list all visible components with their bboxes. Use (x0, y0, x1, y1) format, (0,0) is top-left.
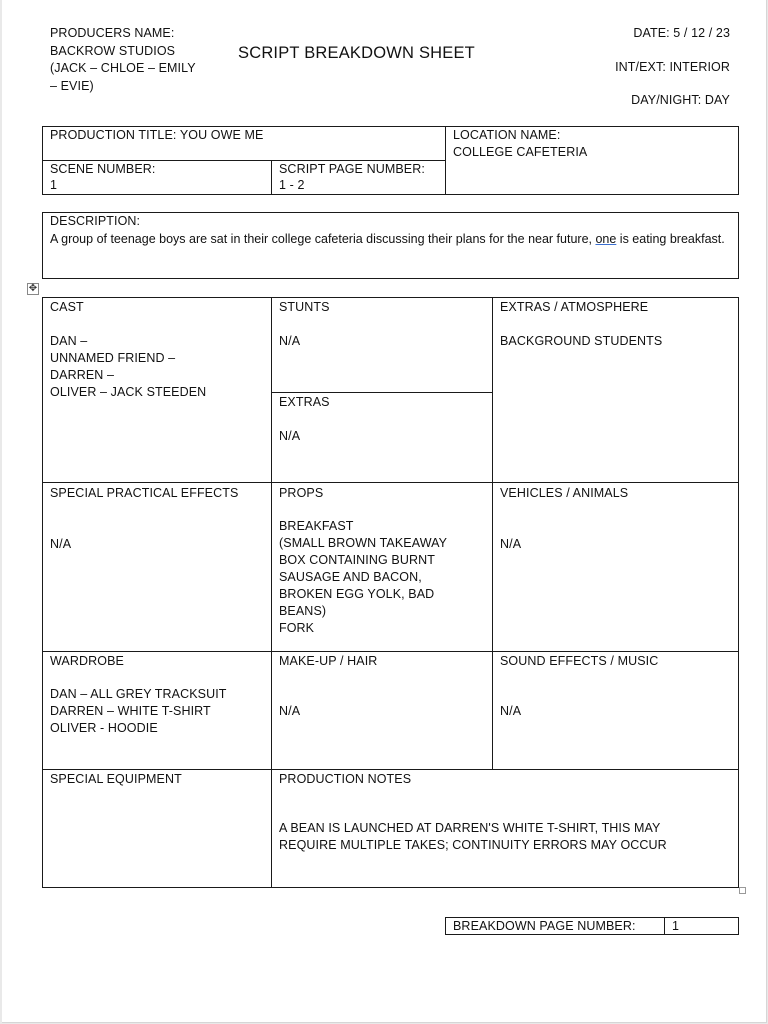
script-page-value: 1 - 2 (279, 178, 305, 192)
breakdown-page-divider (664, 917, 665, 935)
grid-hline-3 (42, 769, 739, 770)
date-field: DATE: 5 / 12 / 23 (633, 26, 730, 40)
grid-hline-1 (42, 482, 739, 483)
special-equipment-label: SPECIAL EQUIPMENT (50, 772, 182, 786)
production-notes-label: PRODUCTION NOTES (279, 772, 412, 786)
scene-number-value: 1 (50, 178, 58, 192)
grid-vline-1 (271, 297, 272, 888)
description-text-part: A group of teenage boys are sat in their college cafeteria discussing their plans for the near future, (50, 232, 596, 246)
info-divider-inner (271, 160, 272, 195)
stunts-label: STUNTS (279, 300, 330, 314)
move-arrows-icon[interactable]: ✥ (28, 283, 38, 294)
page-title: SCRIPT BREAKDOWN SHEET (238, 44, 475, 62)
description-text-end: is eating breakfast. (616, 232, 725, 246)
extras-atmosphere-label: EXTRAS / ATMOSPHERE (500, 300, 649, 314)
props-value: BREAKFAST (SMALL BROWN TAKEAWAY BOX CONTAINING BURNT SAUSAGE AND BACON, BROKEN EGG YOLK, BAD BEANS) FORK (279, 519, 448, 635)
script-page-label: SCRIPT PAGE NUMBER: (279, 162, 425, 176)
grid-vline-2 (492, 297, 493, 770)
extras-value: N/A (279, 429, 301, 443)
document-page (2, 0, 767, 1023)
vehicles-animals-label: VEHICLES / ANIMALS (500, 486, 629, 500)
extras-label: EXTRAS (279, 395, 330, 409)
special-effects-label: SPECIAL PRACTICAL EFFECTS (50, 486, 239, 500)
special-effects-value: N/A (50, 537, 72, 551)
makeup-hair-value: N/A (279, 704, 301, 718)
resize-handle-icon[interactable] (739, 887, 746, 894)
int-ext-field: INT/EXT: INTERIOR (615, 60, 730, 74)
sound-music-value: N/A (500, 704, 522, 718)
grid-hline-stunts (271, 392, 493, 393)
stunts-value: N/A (279, 334, 301, 348)
wardrobe-label: WARDROBE (50, 654, 124, 668)
location-value: COLLEGE CAFETERIA (453, 145, 588, 159)
production-notes-value: A BEAN IS LAUNCHED AT DARREN'S WHITE T-SHIRT, THIS MAY REQUIRE MULTIPLE TAKES; CONTINUITY ERRORS MAY OCCUR (279, 821, 667, 852)
description-text (50, 231, 730, 248)
description-label: DESCRIPTION: (50, 214, 141, 228)
makeup-hair-label: MAKE-UP / HAIR (279, 654, 378, 668)
cast-value: DAN – UNNAMED FRIEND – DARREN – OLIVER – JACK STEEDEN (50, 334, 207, 399)
props-label: PROPS (279, 486, 324, 500)
production-title: PRODUCTION TITLE: YOU OWE ME (50, 128, 264, 142)
sound-music-label: SOUND EFFECTS / MUSIC (500, 654, 659, 668)
description-underlined-word: one (595, 232, 617, 246)
wardrobe-value: DAN – ALL GREY TRACKSUIT DARREN – WHITE T-SHIRT OLIVER - HOODIE (50, 687, 227, 735)
location-label: LOCATION NAME: (453, 128, 561, 142)
grid-hline-2 (42, 651, 739, 652)
producers-name: PRODUCERS NAME: BACKROW STUDIOS (JACK – CHLOE – EMILY – EVIE) (50, 26, 196, 93)
scene-number-label: SCENE NUMBER: (50, 162, 156, 176)
vehicles-animals-value: N/A (500, 537, 522, 551)
breakdown-page-label: BREAKDOWN PAGE NUMBER: (453, 919, 636, 933)
cast-label: CAST (50, 300, 84, 314)
day-night-field: DAY/NIGHT: DAY (631, 93, 730, 107)
extras-atmosphere-value: BACKGROUND STUDENTS (500, 334, 663, 348)
breakdown-page-value: 1 (672, 919, 680, 933)
